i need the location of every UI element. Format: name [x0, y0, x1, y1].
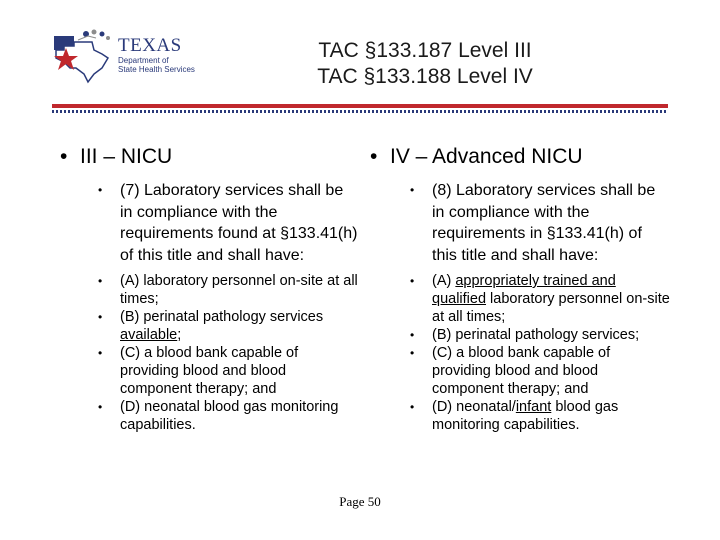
underlined-text: available — [120, 327, 178, 343]
title-line-1: TAC §133.187 Level III — [318, 39, 532, 62]
level-iv-item-a: • (A) appropriately trained and qualified laboratory personnel on-site at all times; — [370, 272, 670, 326]
underlined-text: infant — [515, 399, 552, 415]
slide-title — [240, 38, 610, 90]
level-iv-item-b: • (B) perinatal pathology services; — [370, 326, 670, 344]
level-iii-lab-requirement: • (7) Laboratory services shall be in compliance with the requirements found at §133.41(h) of this title and shall have: — [60, 180, 360, 266]
level-iv-item-d: • (D) neonatal/infant blood gas monitoring capabilities. — [370, 398, 670, 434]
level-iii-item-d: • (D) neonatal blood gas monitoring capabilities. — [60, 398, 360, 434]
logo-subtitle-2: State Health Services — [118, 65, 195, 74]
level-iv-lab-requirement: • (8) Laboratory services shall be in compliance with the requirements in §133.41(h) of this title and shall have: — [370, 180, 670, 266]
logo-title: TEXAS — [118, 35, 182, 56]
level-iii-column — [60, 144, 360, 434]
level-iv-item-c: • (C) a blood bank capable of providing blood and blood component therapy; and — [370, 344, 670, 398]
page-number: Page 50 — [339, 494, 381, 509]
divider-dots — [52, 110, 668, 113]
divider-red — [52, 104, 668, 108]
level-iii-item-b: • (B) perinatal pathology services available; — [60, 308, 360, 344]
level-iii-heading: • III – NICU — [60, 144, 360, 170]
dshs-logo — [52, 28, 212, 84]
level-iii-item-a: • (A) laboratory personnel on-site at all times; — [60, 272, 360, 308]
title-line-2: TAC §133.188 Level IV — [317, 65, 533, 88]
texas-state-star-logo-icon — [52, 28, 116, 84]
underlined-text: appropriately trained and qualified — [432, 273, 616, 307]
level-iv-heading: • IV – Advanced NICU — [370, 144, 670, 170]
level-iv-column — [370, 144, 670, 434]
level-iii-item-c: • (C) a blood bank capable of providing blood and blood component therapy; and — [60, 344, 360, 398]
logo-subtitle-1: Department of — [118, 56, 169, 65]
